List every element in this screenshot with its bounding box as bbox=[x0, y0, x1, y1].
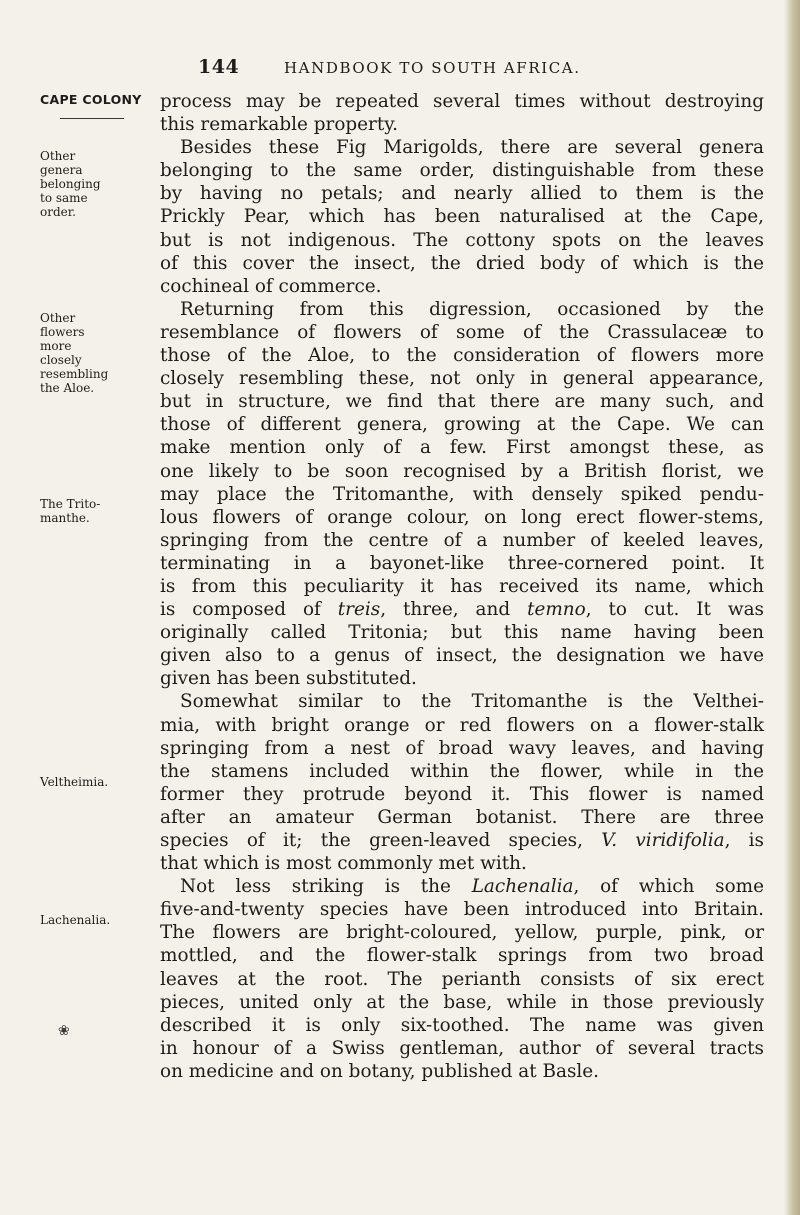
text-line: by having no petals; and nearly allied to them is the bbox=[160, 183, 764, 205]
italic-term: temno bbox=[527, 599, 586, 621]
text-line: Returning from this digression, occasioned by the bbox=[180, 298, 764, 320]
margin-note-line: resembling bbox=[40, 367, 109, 381]
leaf-icon: ❀ bbox=[58, 1023, 70, 1039]
text-line: Besides these Fig Marigolds, there are several genera bbox=[180, 137, 764, 159]
text-line: originally called Tritonia; but this name having been bbox=[160, 622, 764, 644]
text-line: pieces, united only at the base, while in those previously bbox=[160, 991, 764, 1013]
page-edge-shadow bbox=[784, 0, 800, 1215]
text-line: mottled, and the flower-stalk springs from two broad bbox=[160, 945, 764, 967]
margin-note-line: more bbox=[40, 339, 72, 353]
text-segment: Not less striking is the bbox=[180, 876, 451, 898]
text-line: is from this peculiarity it has received its name, which bbox=[160, 575, 764, 597]
text-segment: is composed of bbox=[160, 599, 321, 621]
margin-note-line: The Trito- bbox=[40, 497, 101, 511]
margin-note-tritomanthe bbox=[40, 497, 142, 525]
text-line: the stamens included within the flower, while in the bbox=[160, 760, 764, 782]
text-segment: , three, and bbox=[380, 599, 511, 621]
text-line: Prickly Pear, which has been naturalised at the Cape, bbox=[160, 206, 764, 228]
margin-note-line: belonging bbox=[40, 177, 101, 191]
margin-note-line: Lachenalia. bbox=[40, 913, 111, 927]
text-line: closely resembling these, not only in general appearance, bbox=[160, 368, 764, 390]
text-line: The flowers are bright-coloured, yellow, purple, pink, or bbox=[160, 922, 764, 944]
margin-note-other-flowers bbox=[40, 311, 142, 395]
margin-note-line: order. bbox=[40, 205, 76, 219]
text-line: in honour of a Swiss gentleman, author of several tracts bbox=[160, 1037, 764, 1059]
text-line: that which is most commonly met with. bbox=[160, 853, 527, 875]
text-line: on medicine and on botany, published at Basle. bbox=[160, 1060, 600, 1082]
text-line bbox=[160, 875, 764, 898]
text-line: of this cover the insect, the dried body of which is the bbox=[160, 252, 764, 274]
text-line: those of the Aloe, to the consideration of flowers more bbox=[160, 345, 764, 367]
running-head bbox=[0, 56, 800, 80]
page-number: 144 bbox=[198, 56, 240, 78]
text-line: belonging to the same order, distinguishable from these bbox=[160, 160, 764, 182]
italic-term: Lachenalia bbox=[471, 876, 574, 898]
text-line: cochineal of commerce. bbox=[160, 275, 382, 297]
text-line: described it is only six-toothed. The name was given bbox=[160, 1014, 764, 1036]
text-segment: , is bbox=[724, 830, 764, 851]
text-segment: species of it; the green-leaved species, bbox=[160, 830, 583, 851]
text-line: resemblance of flowers of some of the Crassulaceæ to bbox=[160, 321, 764, 343]
text-line: may place the Tritomanthe, with densely spiked pendu- bbox=[160, 483, 764, 505]
margin-note-line: Veltheimia. bbox=[40, 775, 109, 789]
text-line: five-and-twenty species have been introduced into Britain. bbox=[160, 899, 764, 921]
margin-note-line: manthe. bbox=[40, 511, 90, 525]
margin-note-line: Other bbox=[40, 311, 76, 325]
text-line: terminating in a bayonet-like three-cornered point. It bbox=[160, 552, 764, 574]
margin-note-line: closely bbox=[40, 353, 82, 367]
text-line: one likely to be soon recognised by a British florist, we bbox=[160, 460, 764, 482]
text-line: springing from the centre of a number of keeled leaves, bbox=[160, 529, 764, 551]
text-line: those of different genera, growing at the Cape. We can bbox=[160, 414, 764, 436]
margin-note-other-genera bbox=[40, 149, 142, 219]
text-line: springing from a nest of broad wavy leaves, and having bbox=[160, 737, 764, 759]
margin-note-line: to same bbox=[40, 191, 88, 205]
text-segment: , of which some bbox=[573, 876, 764, 898]
text-line: process may be repeated several times without destroying bbox=[160, 91, 764, 112]
margin-note-line: the Aloe. bbox=[40, 381, 95, 395]
text-line: given has been substituted. bbox=[160, 668, 417, 690]
text-line: leaves at the root. The perianth consists of six erect bbox=[160, 968, 764, 990]
text-line: lous flowers of orange colour, on long erect flower-stems, bbox=[160, 506, 764, 528]
section-rule bbox=[60, 118, 124, 119]
text-line bbox=[160, 598, 764, 621]
margin-note-lachenalia bbox=[40, 913, 142, 927]
text-line bbox=[160, 829, 764, 852]
running-title: HANDBOOK TO SOUTH AFRICA. bbox=[284, 59, 581, 77]
margin-note-line: genera bbox=[40, 163, 83, 177]
text-line: given also to a genus of insect, the designation we have bbox=[160, 645, 764, 667]
text-line: but in structure, we find that there are many such, and bbox=[160, 391, 764, 413]
margin-note-line: flowers bbox=[40, 325, 85, 339]
text-line: after an amateur German botanist. There are three bbox=[160, 806, 764, 828]
body-text bbox=[160, 90, 764, 1083]
text-line: make mention only of a few. First amongst these, as bbox=[160, 437, 764, 459]
text-line: Somewhat similar to the Tritomanthe is the Velthei- bbox=[180, 691, 764, 713]
text-line: mia, with bright orange or red flowers on a flower-stalk bbox=[160, 714, 764, 736]
text-line: this remarkable property. bbox=[160, 114, 399, 136]
margin-note-veltheimia bbox=[40, 775, 142, 789]
italic-term: V. viridifolia bbox=[601, 830, 725, 851]
text-line: former they protrude beyond it. This flower is named bbox=[160, 783, 764, 805]
text-segment: , to cut. It was bbox=[585, 599, 764, 621]
text-line: but is not indigenous. The cottony spots on the leaves bbox=[160, 229, 764, 251]
section-label: CAPE COLONY bbox=[40, 92, 142, 107]
margin-note-line: Other bbox=[40, 149, 76, 163]
italic-term: treis bbox=[337, 599, 381, 621]
